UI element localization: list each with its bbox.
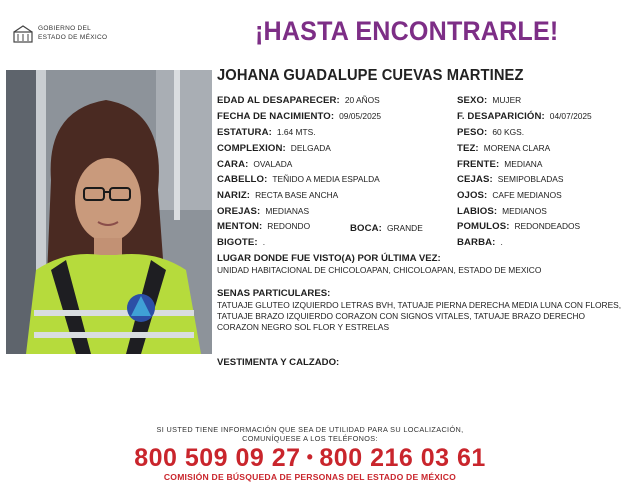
field-value: 09/05/2025: [339, 111, 382, 121]
missing-person-photo: [6, 70, 212, 354]
phone-numbers: [0, 444, 620, 473]
senas-title: SENAS PARTICULARES:: [217, 288, 331, 299]
gobierno-logo: [12, 22, 122, 46]
field-orejas: [217, 206, 309, 217]
field-menton: [217, 221, 310, 232]
info-line-1: SI USTED TIENE INFORMACIÓN QUE SEA DE UTILIDAD PARA SU LOCALIZACIÓN,: [156, 425, 464, 434]
phone-2: 800 216 03 61: [319, 444, 486, 472]
field-label: CABELLO:: [217, 174, 268, 185]
logo-line-2: ESTADO DE MÉXICO: [38, 34, 108, 41]
field-label: TEZ:: [457, 143, 479, 154]
field-value: SEMIPOBLADAS: [497, 174, 564, 184]
field-value: MEDIANOS: [502, 206, 547, 216]
field-fecha-nacimiento: [217, 111, 381, 122]
field-cejas: [457, 174, 563, 185]
field-value: OVALADA: [253, 159, 293, 169]
field-label: CARA:: [217, 159, 249, 170]
field-value: MUJER: [492, 95, 522, 105]
footer-commission: COMISIÓN DE BÚSQUEDA DE PERSONAS DEL ESTADO DE MÉXICO: [163, 472, 457, 482]
field-value: REDONDEADOS: [514, 221, 581, 231]
field-label: OREJAS:: [217, 206, 261, 217]
field-label: BIGOTE:: [217, 237, 258, 248]
state-seal-icon: [12, 24, 34, 44]
photo-illustration: [6, 70, 212, 354]
field-label: MENTON:: [217, 221, 263, 232]
lugar-text: UNIDAD HABITACIONAL DE CHICOLOAPAN, CHICOLOAPAN, ESTADO DE MEXICO: [217, 265, 542, 275]
field-complexion: [217, 143, 331, 154]
field-estatura: [217, 127, 316, 138]
field-fecha-desaparicion: [457, 111, 592, 122]
field-label: BOCA:: [350, 223, 382, 234]
field-frente: [457, 159, 542, 170]
field-label: SEXO:: [457, 95, 488, 106]
field-tez: [457, 143, 550, 154]
info-line-2: COMUNÍQUESE A LOS TELÉFONOS:: [242, 434, 378, 443]
field-value: RECTA BASE ANCHA: [255, 190, 339, 200]
field-cara: [217, 159, 292, 170]
field-pomulos: [457, 221, 580, 232]
field-value: MEDIANA: [504, 159, 543, 169]
field-value: DELGADA: [290, 143, 331, 153]
field-label: ESTATURA:: [217, 127, 272, 138]
field-label: EDAD AL DESAPARECER:: [217, 95, 340, 106]
field-barba: [457, 237, 503, 248]
field-value: 60 KGS.: [492, 127, 525, 137]
field-value: MEDIANAS: [265, 206, 310, 216]
field-value: GRANDE: [386, 223, 423, 233]
headline: ¡HASTA ENCONTRARLE!: [255, 16, 559, 46]
field-label: COMPLEXION:: [217, 143, 286, 154]
person-name: JOHANA GUADALUPE CUEVAS MARTINEZ: [217, 67, 524, 84]
field-value: 04/07/2025: [549, 111, 592, 121]
field-label: POMULOS:: [457, 221, 510, 232]
phone-1: 800 509 09 27: [134, 444, 301, 472]
field-label: CEJAS:: [457, 174, 493, 185]
field-label: BARBA:: [457, 237, 496, 248]
field-value: CAFE MEDIANOS: [492, 190, 562, 200]
phone-separator: •: [306, 447, 314, 467]
logo-line-1: GOBIERNO DEL: [38, 25, 92, 32]
field-peso: [457, 127, 524, 138]
vestimenta-title: VESTIMENTA Y CALZADO:: [217, 357, 340, 368]
field-bigote: [217, 237, 265, 248]
senas-text: TATUAJE GLUTEO IZQUIERDO LETRAS BVH, TATUAJE PIERNA DERECHA MEDIA LUNA CON FLORES, TATUAJE BRAZO IZQUIERDO CORAZON CON SIGNOS VITALES, TATUAJE BRAZO DERECHO CORAZON NEGRO SOL FLOR Y ESTRELAS: [217, 300, 622, 332]
field-value: REDONDO: [267, 221, 311, 231]
field-label: PESO:: [457, 127, 488, 138]
field-label: FRENTE:: [457, 159, 500, 170]
field-value: 1.64 MTS.: [276, 127, 316, 137]
field-value: MORENA CLARA: [483, 143, 551, 153]
lugar-title: LUGAR DONDE FUE VISTO(A) POR ÚLTIMA VEZ:: [217, 253, 441, 264]
field-label: NARIZ:: [217, 190, 251, 201]
field-edad: [217, 95, 380, 106]
field-value: TEÑIDO A MEDIA ESPALDA: [272, 174, 380, 184]
field-ojos: [457, 190, 562, 201]
field-label: LABIOS:: [457, 206, 498, 217]
field-labios: [457, 206, 547, 217]
field-boca: [350, 223, 423, 234]
field-cabello: [217, 174, 380, 185]
field-value: 20 AÑOS: [344, 95, 380, 105]
field-nariz: [217, 190, 338, 201]
field-sexo: [457, 95, 521, 106]
field-value: .: [500, 237, 503, 247]
field-value: .: [262, 237, 266, 247]
field-label: F. DESAPARICIÓN:: [457, 111, 545, 122]
field-label: OJOS:: [457, 190, 488, 201]
field-label: FECHA DE NACIMIENTO:: [217, 111, 335, 122]
